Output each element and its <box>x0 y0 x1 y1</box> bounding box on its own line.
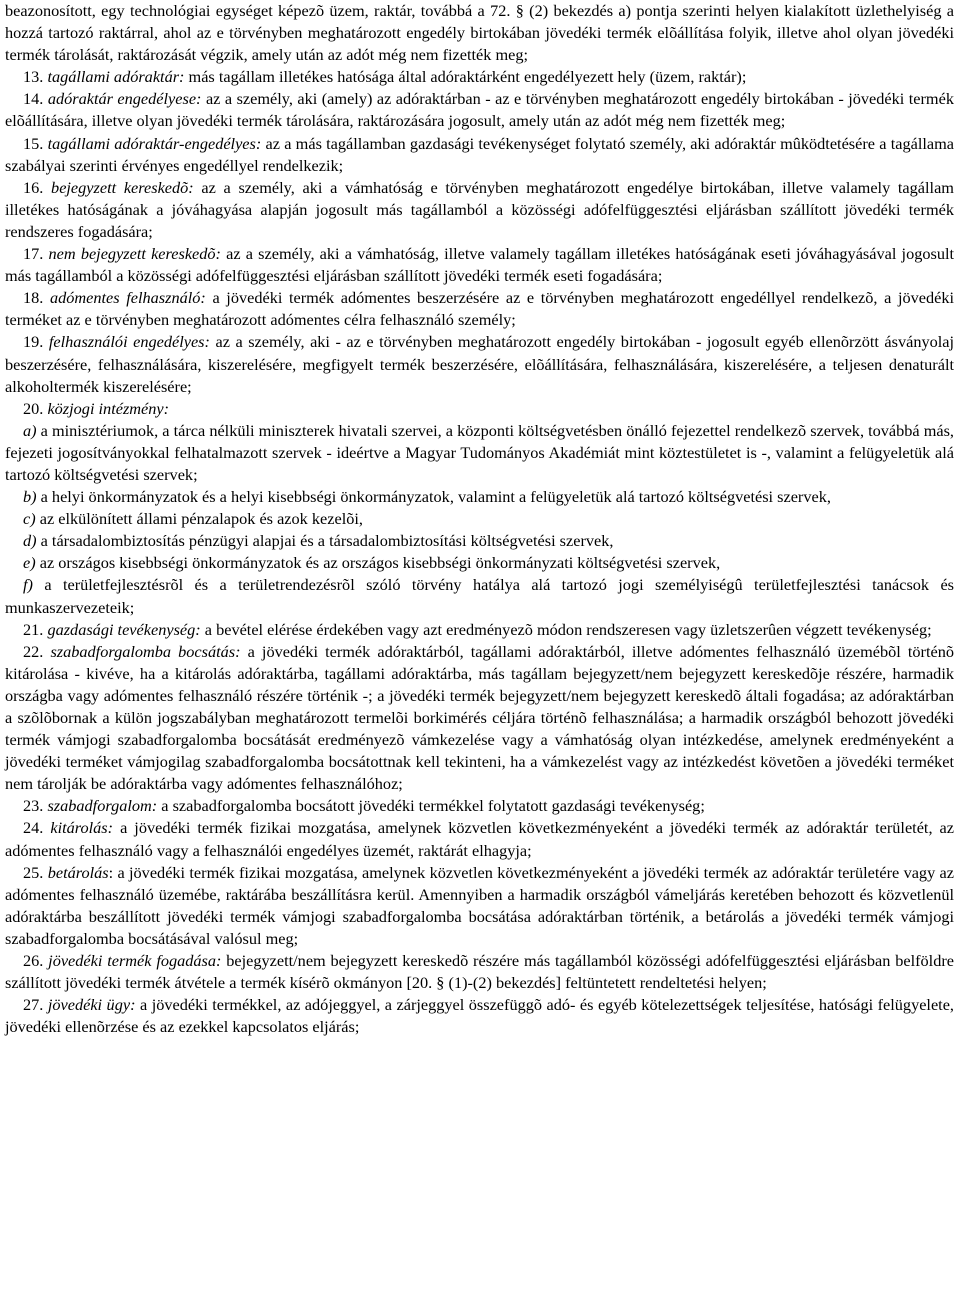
definition-20 <box>5 398 954 420</box>
subpoint-text: a helyi önkormányzatok és a helyi kisebbségi önkormányzatok, valamint a felügyeletük alá tartozó költségvetési szervek, <box>40 487 831 507</box>
subpoint-a <box>5 420 954 486</box>
definition-text: az a személy, aki - az e törvényben meghatározott engedély birtokában - jogosult egyéb ellenõrzött ásványolaj beszerzésére, felhasználására, kiszerelésére, megfigyelt termék beszerzésére, elõállítására, felhasználására, kiszerelésére, a teljesen denaturált alkoholtermék kiszerelésére; <box>5 332 955 396</box>
definition-text: bejegyzett/nem bejegyzett kereskedõ részére más tagállamból közösségi adófelfüggesztési eljárásban belföldre szállított jövedéki termék átvétele a termék kísérõ okmányon [20. § (1)-(2) bekezdés] feltüntetett rendeltetési helyen; <box>5 951 954 993</box>
subpoint-e <box>5 552 954 574</box>
definition-term: bejegyzett kereskedõ: <box>51 177 194 197</box>
definition-27 <box>5 994 954 1038</box>
definition-26 <box>5 950 954 994</box>
definition-text: az a személy, aki a vámhatóság, illetve valamely tagállam illetékes hatóságának eseti jóváhagyásával jogosult más tagállamból a közösségi adófelfüggesztési eljárásban szállított jövedéki termék eseti fogadására; <box>5 244 955 286</box>
definition-13 <box>5 66 954 88</box>
definition-text: a szabadforgalomba bocsátott jövedéki termékkel folytatott gazdasági tevékenység; <box>161 796 705 816</box>
definition-term: jövedéki termék fogadása: <box>48 951 222 971</box>
definition-number: 15. <box>23 133 44 153</box>
definition-term: gazdasági tevékenység: <box>47 619 201 639</box>
definition-21 <box>5 619 954 641</box>
definition-number: 13. <box>23 67 44 87</box>
definition-term: felhasználói engedélyes: <box>48 332 210 352</box>
definition-14 <box>5 88 954 132</box>
definition-number: 21. <box>23 619 44 639</box>
subpoint-label: c) <box>23 509 36 529</box>
definition-text: más tagállam illetékes hatósága által adóraktárként engedélyezett hely (üzem, raktár); <box>188 67 747 87</box>
definition-term: tagállami adóraktár: <box>47 67 185 87</box>
subpoint-label: f) <box>23 575 33 595</box>
subpoint-label: e) <box>23 553 36 573</box>
subpoint-b <box>5 486 954 508</box>
definition-text: az a más tagállamban gazdasági tevékenységet folytató személy, aki adóraktár mûködtetésére a tagállama szabályai szerinti érvényes engedéllyel rendelkezik; <box>5 133 954 175</box>
subpoint-text: a társadalombiztosítás pénzügyi alapjai és a társadalombiztosítási költségvetési szervek, <box>40 531 614 551</box>
definition-number: 16. <box>23 177 44 197</box>
definition-text: az a személy, aki (amely) az adóraktárban - az e törvényben meghatározott engedély birtokában - jövedéki termék elõállítására, illetve olyan jövedéki termék tárolására, raktározására jogosult, amely után az adót még nem fizették meg; <box>5 89 954 131</box>
definition-number: 19. <box>23 332 44 352</box>
definition-term: tagállami adóraktár-engedélyes: <box>47 133 262 153</box>
definition-text: a jövedéki termék adómentes beszerzésére az e törvényben meghatározott engedéllyel rendelkezõ, a jövedéki terméket az e törvényben meghatározott adómentes célra felhasználó személy; <box>5 288 955 330</box>
definition-number: 23. <box>23 796 44 816</box>
definition-text: az a személy, aki a vámhatóság e törvényben meghatározott engedélye birtokában, illetve valamely tagállam illetékes hatóságának a jóváhagyása alapján jogosult más tagállamból a közösségi adófelfüggesztési eljárásban szállított jövedéki termék rendszeres fogadására; <box>5 177 954 241</box>
definition-text: a jövedéki termékkel, az adójeggyel, a zárjeggyel összefüggõ adó- és egyéb kötelezettségek teljesítése, hatósági felügyelete, jövedéki ellenõrzése és az ezekkel kapcsolatos eljárás; <box>5 995 955 1037</box>
definition-text: a bevétel elérése érdekében vagy azt eredményezõ módon rendszeresen vagy üzletszerûen végzett tevékenység; <box>204 619 932 639</box>
definition-term: szabadforgalom: <box>47 796 158 816</box>
definition-number: 17. <box>23 244 44 264</box>
definition-19 <box>5 331 954 397</box>
definition-22 <box>5 641 954 796</box>
subpoint-label: d) <box>23 531 37 551</box>
definition-24 <box>5 817 954 861</box>
definition-number: 18. <box>23 288 44 308</box>
definition-term: betárolás <box>47 862 109 882</box>
definition-number: 26. <box>23 951 44 971</box>
paragraph-12-continuation: beazonosított, egy technológiai egységet képezõ üzem, raktár, továbbá a 72. § (2) bekezdés a) pontja szerinti helyen kialakított üzlethelyiség a hozzá tartozó raktárral, ahol az e törvényben meghatározott engedély birtokában jövedéki termék elõállítása folyik, illetve ahol olyan jövedéki termék tárolását, raktározását végzik, amely után az adót még nem fizették meg; <box>5 1 954 65</box>
subpoint-d <box>5 530 954 552</box>
definition-23 <box>5 795 954 817</box>
definition-text: a jövedéki termék adóraktárból, tagállami adóraktárból, illetve adómentes felhasználó üzemébõl történõ kitárolása - kivéve, ha a kitárolás adóraktárba, tagállami adóraktárba, más tagállam bejegyzett/nem bejegyzett kereskedõje részére, harmadik országba vagy adómentes felhasználó részére történik -; a jövedéki termék bejegyzett/nem bejegyzett kereskedõ általi fogadása; az adóraktárban a szõlõbornak a külön jogszabályban meghatározott termelõi borkimérés céljára történõ felhasználása; a harmadik országból behozott jövedéki termék vámjogi szabadforgalomba bocsátását eredményezõ vámkezelése vagy a vámhatóság olyan intézkedése, amelynek eredményeként a jövedéki terméket vámjogilag szabadforgalomba bocsátottnak kell tekinteni, ha a vámkezelést vagy az intézkedést követõen a jövedéki terméket nem tárolják be adóraktárba vagy adómentes felhasználóhoz; <box>5 641 954 794</box>
definition-16 <box>5 177 954 243</box>
subpoint-label: b) <box>23 487 37 507</box>
definition-18 <box>5 287 954 331</box>
definition-text: a jövedéki termék fizikai mozgatása, amelynek közvetlen következményeként a jövedéki termék az adóraktár területét, az adómentes felhasználó vagy a felhasználói engedélyes üzemét, raktárát elhagyja; <box>5 818 954 860</box>
subpoint-f <box>5 574 954 618</box>
definition-number: 24. <box>23 818 44 838</box>
definition-15 <box>5 133 954 177</box>
definition-term: nem bejegyzett kereskedõ: <box>48 244 221 264</box>
definition-term: adóraktár engedélyese: <box>47 89 202 109</box>
definition-term: jövedéki ügy: <box>47 995 136 1015</box>
definition-text: : a jövedéki termék fizikai mozgatása, amelynek közvetlen következményeként a jövedéki termék az adóraktár területére vagy az adómentes felhasználó üzemébe, raktárába beszállításra kerül. Amennyiben a harmadik országból vámeljárás keretében behozott és közvetlenül adóraktárba beszállított jövedéki termék vámjogi szabadforgalomba bocsátása adóraktárban történik, a betárolás a jövedéki termék vámjogi szabadforgalomba bocsátásával valósul meg; <box>5 862 954 948</box>
definition-term: közjogi intézmény: <box>47 398 170 418</box>
definition-term: kitárolás: <box>50 818 114 838</box>
definition-number: 14. <box>23 89 44 109</box>
definition-term: szabadforgalomba bocsátás: <box>50 641 241 661</box>
definition-number: 22. <box>23 641 44 661</box>
definition-number: 25. <box>23 862 44 882</box>
subpoint-text: az elkülönített állami pénzalapok és azok kezelõi, <box>39 509 363 529</box>
definition-number: 20. <box>23 398 44 418</box>
subpoint-text: az országos kisebbségi önkormányzatok és az országos kisebbségi önkormányzati költségvetési szervek, <box>39 553 721 573</box>
definition-25 <box>5 862 954 950</box>
definition-17 <box>5 243 954 287</box>
subpoint-c <box>5 508 954 530</box>
subpoint-text: a minisztériumok, a tárca nélküli miniszterek hivatali szervei, a központi költségvetésben önálló fejezettel rendelkezõ szervek, továbbá más, fejezeti jogosítványokkal felhatalmazott szervek - ideértve a Magyar Tudományos Akadémiát mint köztestületet is -, valamint a felügyeletük alá tartozó költségvetési szervek; <box>5 420 955 484</box>
subpoint-text: a területfejlesztésrõl és a területrendezésrõl szóló törvény hatálya alá tartozó jogi személyiségû területfejlesztési tanácsok és munkaszervezeteik; <box>5 575 955 617</box>
subpoint-label: a) <box>23 420 37 440</box>
definition-number: 27. <box>23 995 44 1015</box>
definition-term: adómentes felhasználó: <box>49 288 206 308</box>
